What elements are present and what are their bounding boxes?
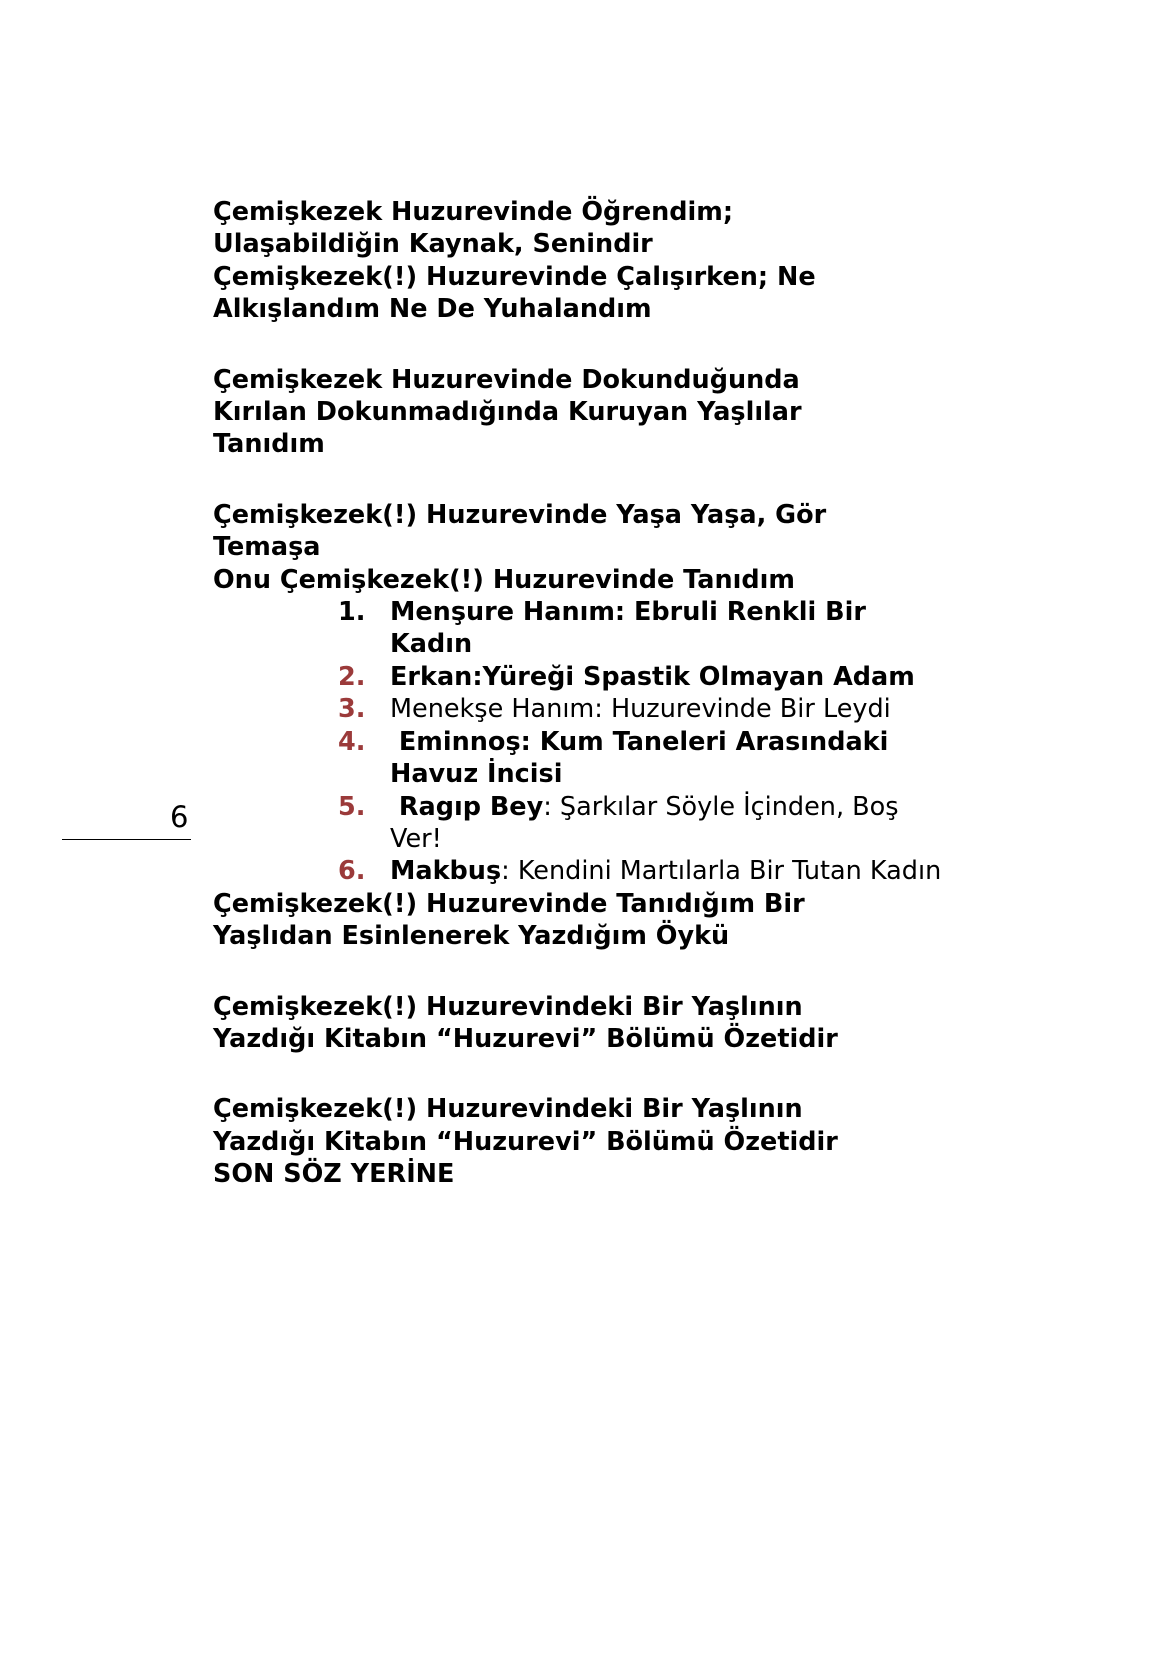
toc-line: Çemişkezek(!) Huzurevinde Çalışırken; Ne: [213, 261, 816, 292]
list-item-bold: Ragıp Bey: [390, 791, 544, 822]
list-item-bold: Erkan:Yüreği Spastik Olmayan Adam: [390, 661, 915, 692]
list-item-text: [390, 596, 950, 661]
toc-line: Kırılan Dokunmadığında Kuruyan Yaşlılar: [213, 397, 802, 428]
list-item-text: [390, 855, 950, 887]
toc-line: SON SÖZ YERİNE: [213, 1159, 455, 1190]
toc-entry-5: [213, 991, 973, 1056]
spacer: [213, 1055, 973, 1093]
list-item: [213, 726, 973, 791]
spacer: [213, 953, 973, 991]
toc-line: Temaşa: [213, 532, 321, 563]
list-item-bold: Menşure Hanım: Ebruli Renkli Bir Kadın: [390, 597, 866, 660]
story-list: [213, 596, 973, 888]
toc-entry-4: [213, 888, 973, 953]
toc-entry-6: [213, 1093, 973, 1190]
list-number: 3.: [338, 694, 366, 725]
list-item-bold: Makbuş: [390, 856, 502, 887]
list-number: 5.: [338, 791, 366, 822]
toc-line: Yazdığı Kitabın “Huzurevi” Bölümü Özetidir: [213, 1126, 838, 1157]
list-item: [213, 596, 973, 661]
list-item-plain: : Şarkılar Söyle İçinden, Boş Ver!: [390, 791, 899, 854]
list-item: [213, 791, 973, 856]
list-item: [213, 855, 973, 887]
toc-line: Yaşlıdan Esinlenerek Yazdığım Öykü: [213, 921, 730, 952]
toc-line: Çemişkezek(!) Huzurevinde Yaşa Yaşa, Gör: [213, 499, 827, 530]
list-number: 4.: [338, 726, 366, 757]
toc-line: Ulaşabildiğin Kaynak, Senindir: [213, 229, 653, 260]
toc-entry-1: [213, 196, 973, 326]
toc-line: Yazdığı Kitabın “Huzurevi” Bölümü Özetidir: [213, 1023, 838, 1054]
list-item-text: [390, 791, 950, 856]
toc-line: Tanıdım: [213, 429, 325, 460]
toc-line: Çemişkezek(!) Huzurevindeki Bir Yaşlının: [213, 1094, 803, 1125]
page-number: 6: [170, 800, 189, 834]
toc-line: Çemişkezek(!) Huzurevinde Tanıdığım Bir: [213, 888, 805, 919]
list-number: 2.: [338, 661, 366, 692]
toc-line: Onu Çemişkezek(!) Huzurevinde Tanıdım: [213, 564, 795, 595]
list-item: [213, 693, 973, 725]
list-item-text: [390, 661, 950, 693]
list-item-text: [390, 726, 950, 791]
list-item-text: [390, 693, 950, 725]
toc-content: [213, 196, 973, 1191]
list-number: 6.: [338, 856, 366, 887]
list-number: 1.: [338, 597, 366, 628]
list-item: [213, 661, 973, 693]
list-item-bold: Eminnoş: Kum Taneleri Arasındaki Havuz İncisi: [390, 726, 898, 790]
spacer: [213, 461, 973, 499]
toc-entry-2: [213, 364, 973, 461]
spacer: [213, 326, 973, 364]
list-item-plain: : Kendini Martılarla Bir Tutan Kadın: [501, 856, 942, 887]
toc-line: Alkışlandım Ne De Yuhalandım: [213, 294, 652, 325]
toc-entry-3: [213, 499, 973, 596]
toc-line: Çemişkezek Huzurevinde Dokunduğunda: [213, 364, 800, 395]
toc-line: Çemişkezek Huzurevinde Öğrendim;: [213, 197, 734, 227]
list-item-plain: Menekşe Hanım: Huzurevinde Bir Leydi: [390, 694, 891, 725]
toc-line: Çemişkezek(!) Huzurevindeki Bir Yaşlının: [213, 991, 803, 1022]
page-number-rule: [62, 839, 191, 840]
